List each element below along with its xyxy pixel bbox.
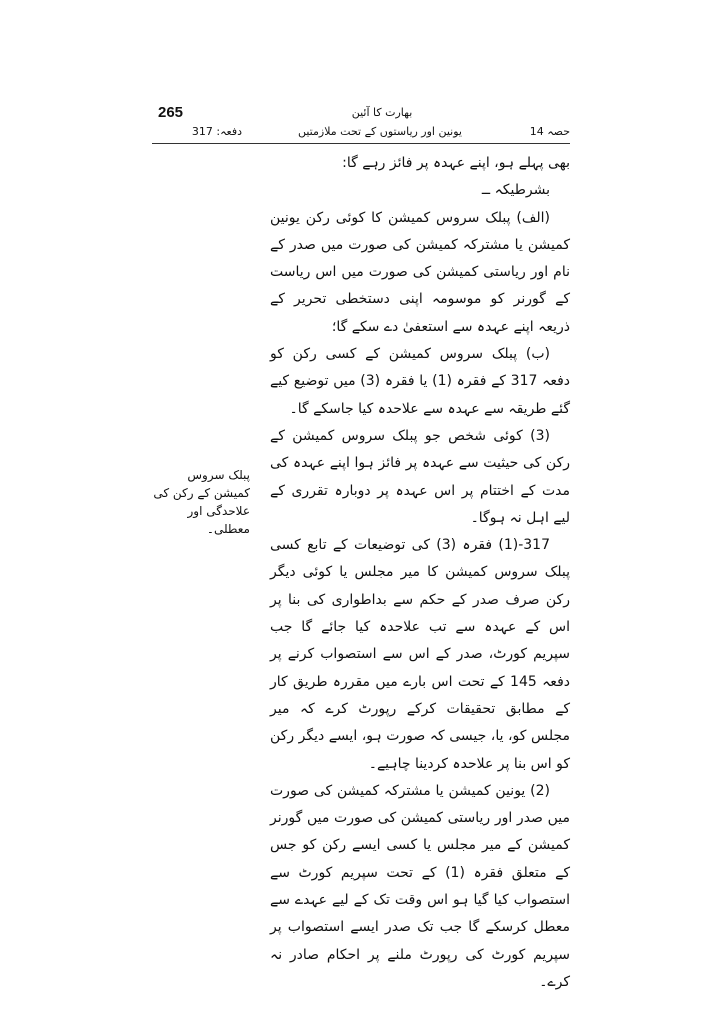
- body-text: [270, 150, 570, 996]
- paragraph-proviso: بشرطیکہ ــ: [481, 182, 550, 199]
- header-rule: [152, 143, 570, 144]
- paragraph-clause-b: (ب) پبلک سروس کمیشن کے کسی رکن کو دفعہ 317 کے فقرہ (1) یا فقرہ (3) میں توضیع کیے گئے طریقہ سے عہدہ سے علاحدہ کیا جاسکے گا۔: [270, 346, 570, 417]
- part-label: حصہ 14: [529, 125, 570, 138]
- section-label: دفعہ: 317: [191, 125, 242, 138]
- paragraph-clause-3: (3) کوئی شخص جو پبلک سروس کمیشن کے رکن کی حیثیت سے عہدہ پر فائز ہوا اپنے عہدہ کی مدت کے اختتام پر اس عہدہ پر دوبارہ تقرری کے لیے اہل نہ ہوگا۔: [270, 427, 570, 526]
- marginal-note: پبلک سروس کمیشن کے رکن کی علاحدگی اور معطلی۔: [153, 468, 250, 536]
- paragraph-continuation: بھی پہلے ہو، اپنے عہدہ پر فائز رہے گا:: [342, 155, 570, 171]
- paragraph-section-317-1: 317-(1) فقرہ (3) کی توضیعات کے تابع کسی پبلک سروس کمیشن کا میر مجلس یا کوئی دیگر رکن صرف صدر کے حکم سے بداطواری کی بنا پر اس کے عہدہ سے تب علاحدہ کیا جائے گا جب سپریم کورٹ، صدر کے اس سے استصواب کرنے پر دفعہ 145 کے تحت اس بارے میں مقررہ طریق کار کے مطابق تحقیقات کرکے رپورٹ کرے کہ میر مجلس کو، یا، جیسی کہ صورت ہو، ایسے دیگر رکن کو اس بنا پر علاحدہ کردینا چاہیے۔: [270, 537, 570, 772]
- book-title: بھارت کا آئین: [351, 106, 413, 119]
- chapter-title: یونین اور ریاستوں کے تحت ملازمتیں: [297, 125, 462, 138]
- paragraph-clause-a: (الف) پبلک سروس کمیشن کا کوئی رکن یونین کمیشن یا مشترکہ کمیشن کی صورت میں صدر کے نام اور ریاستی کمیشن کی صورت میں اس ریاست کے گورنر کو موسومہ اپنی دستخطی تحریر کے ذریعہ اپنے عہدہ سے استعفیٰ دے سکے گا؛: [270, 209, 570, 335]
- page-number: 265: [158, 104, 184, 121]
- paragraph-section-317-2: (2) یونین کمیشن یا مشترکہ کمیشن کی صورت میں صدر اور ریاستی کمیشن کی صورت میں گورنر کمیشن کے میر مجلس یا کسی ایسے رکن کو جس کے متعلق فقرہ (1) کے تحت سپریم کورٹ سے استصواب کیا گیا ہو اس وقت تک کے لیے عہدے سے معطل کرسکے گا جب تک صدر ایسے استصواب پر سپریم کورٹ کی رپورٹ ملنے پر احکام صادر نہ کرے۔: [270, 782, 571, 990]
